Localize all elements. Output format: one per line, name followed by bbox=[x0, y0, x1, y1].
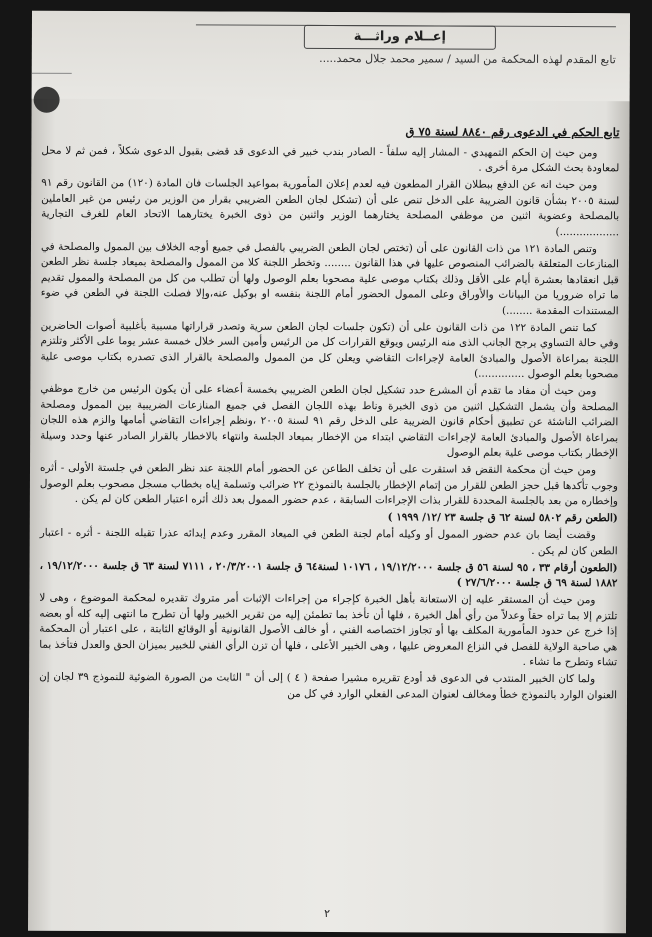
paragraph: ومن حيث أن محكمة النقض قد استقرت على أن تخلف الطاعن عن الحضور أمام اللجنة عند نظر الطعن في جلستة الأولى - أثره وجوب تأكدها قبل حجز الطعن للقرار من إتمام الإخطار بالجلسة بالنموذج ٢٢ ضرائب وتسلمة إياه بخطاب مسجل مصحوب بعلم الوصول وإخطاره من بعد بالجلسة المحددة للقرار بذات الإجراءات السابقة ، عدم حضور الممول بعد ذلك أثره اعتبار الطعن كان لم يكن . bbox=[39, 461, 618, 508]
banner-title: إعــلام وراثـــة bbox=[304, 25, 496, 50]
citation: (الطعون أرقام ٣٣ ، ٩٥ لسنة ٥٦ ق جلسة ١٩/١٢/٢٠٠٠ ، ١٠١٧٦ لسنة٦٤ ق جلسة ٢٠/٣/٢٠٠١ ، ٧١١١ لسنة ٦٣ ق جلسة ١٩/١٢/٢٠٠٠ ، ١٨٨٢ لسنة ٦٩ ق جلسة ٢٧/٦/٢٠٠٠ ) bbox=[39, 559, 618, 590]
case-title: تابع الحكم في الدعوى رقم ٨٨٤٠ لسنة ٧٥ ق bbox=[405, 124, 620, 140]
paragraph: ومن حيث إن الحكم التمهيدي - المشار إليه سلفاً - الصادر بندب خبير في الدعوى قد قضى بقبول الدعوى شكلاً ، فمن ثم لا محل لمعاودة بحث الشكل مرة أخرى . bbox=[41, 144, 620, 175]
page-number: ٢ bbox=[324, 906, 331, 921]
paragraph: ولما كان الخبير المنتدب في الدعوى قد أودع تقريره مشيرا صفحة ( ٤ ) إلى أن " الثابت من الصورة الضوئية للنموذج ٣٩ لجان إن العنوان الوارد بالنموذج خطأ ومخالف لعنوان المدعى الفعلي الوارد في كل من bbox=[39, 670, 618, 701]
document-body bbox=[39, 123, 620, 705]
document-page bbox=[28, 11, 630, 934]
header-subtitle: تابع المقدم لهذه المحكمة من السيد / سمير محمد جلال محمد..... bbox=[319, 51, 616, 67]
paragraph: وقضت أيضا بان عدم حضور الممول أو وكيله أمام لجنة الطعن في الميعاد المقرر وعدم إبدائه عذرا تقبله اللجنة - أثره - اعتبار الطعن كان لم يكن . bbox=[39, 526, 618, 557]
paragraph: ومن حيث أن المستقر عليه إن الاستعانة بأهل الخبرة كإجراء من إجراءات الإثبات أمر متروك تقديره لمحكمة الموضوع ، وهى لا تلتزم إلا بما تراه حقاً وعدلاً من رأي أهل الخبرة ، فلها أن تأخذ بما تطمئن إليه من تقرير الخبير ولها أن تطرح ما انتهى إليه كله أو بعضه إذا خرج عن حدود المأمورية المكلف بها أو تجاوز اختصاصه الفني ، أو خالف الأصول القانونية أو الوقائع الثابتة ، على اعتبار أن المحكمة هي صاحبة الولاية للفصل في النزاع المعروض عليها ، وهى الخبير الأعلى ، فلها أن تزن الرأي الفني للخبير بميزان الحق والعدل فتأخذ بما تشاء وتطرح ما تشاء . bbox=[39, 591, 618, 669]
paragraph: وتنص المادة ١٢١ من ذات القانون على أن (تختص لجان الطعن الضريبي بالفصل في جميع أوجه الخلاف بين الممول والمصلحة في المنازعات المتعلقة بالضرائب المنصوص عليها في هذا القانون ........ وتخطر اللجنة كلا من الممول والمصلحة بميعاد جلسة نظر الطعن قبل انعقادها بعشرة أيام على الأقل وذلك بكتاب موصى علية مصحوبا بعلم الوصول ولها أن تطلب من كل من المصلحة والممول تقديم ما تراه ضروريا من البيانات والأوراق وعلى الممول الحضور أمام اللجنة بنفسه او بوكيل عنه،وإلا فصلت اللجنة في الطعن في ضوء المستندات المقدمة ........) bbox=[40, 240, 619, 317]
paragraph: ومن حيث انه عن الدفع ببطلان القرار المطعون فيه لعدم إعلان المأمورية بمواعيد الجلسات فان المادة (١٢٠) من القانون رقم ٩١ لسنة ٢٠٠٥ بشأن قانون الضريبة على الدخل تنص على أن (تشكل لجان الطعن الضريبي بقرار من الوزير من رئيس من غير العاملين بالمصلحة وعضوية اثنين من موظفي المصلحة يختارهما الوزير واثنين من ذوى الخبرة يختارهما الاتحاد العام للغرف التجارية ..................) bbox=[41, 176, 620, 238]
citation: (الطعن رقم ٥٨٠٢ لسنة ٦٢ ق جلسة ٢٣ /١٢/ ١٩٩٩ ) bbox=[387, 511, 618, 525]
margin-rule bbox=[32, 73, 72, 74]
paragraph: ومن حيث أن مفاد ما تقدم أن المشرع حدد تشكيل لجان الطعن الضريبي بخمسة أعضاء على أن يكون الرئيس من خارج موظفي المصلحة وأن يشمل التشكيل اثنين من ذوى الخبرة وناط بهذه اللجان الفصل في جميع المنازعات الضريبية بين الممول ومصلحة الضرائب الناشئة عن تطبيق أحكام قانون الضريبة على الدخل رقم ٩١ لسنة ٢٠٠٥ ،ونظم إجراءات التقاضي أمامها والزم هذه اللجان بمراعاة الأصول والمبادئ العامة لإجراءات التقاضي ابتداء من الإخطار بميعاد الجلسة وانتهاء بالاخطار بالقرار الصادر عنها وحدد وسيلة الإخطار بكتاب موصى علية بعلم الوصول bbox=[40, 382, 619, 460]
stamp-mark bbox=[34, 87, 60, 113]
paragraph: كما تنص المادة ١٢٢ من ذات القانون على أن (تكون جلسات لجان الطعن سرية وتصدر قراراتها مسببة بأغلبية أصوات الحاضرين وفي حالة التساوي يرجح الجانب الذى منه الرئيس ويوقع القرارات كل من الرئيس وأمين السر خلال خمسة عشر يوما على الأكثر وتلتزم اللجنة بمراعاة الأصول والمبادئ العامة لإجراءات التقاضي ويعلن كل من الممول والمصلحة بالقرار الذى تصدره بكتاب موصى علية مصحوبا بعلم الوصول ..............) bbox=[40, 319, 619, 381]
